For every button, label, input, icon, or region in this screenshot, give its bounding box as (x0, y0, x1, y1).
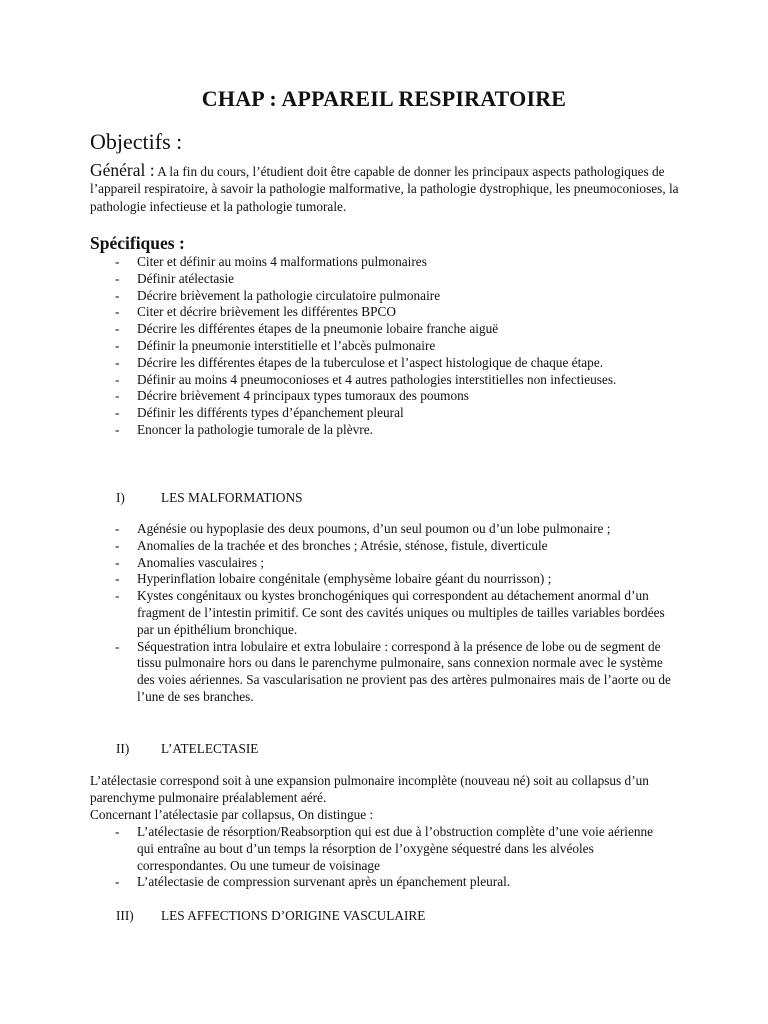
list-item: - Anomalies de la trachée et des bronches ; Atrésie, sténose, fistule, diverticule (90, 538, 680, 555)
list-item: - Définir au moins 4 pneumoconioses et 4 autres pathologies interstitielles non infectieuses. (90, 372, 650, 389)
list-item: - L’atélectasie de compression survenant après un épanchement pleural. (90, 874, 670, 891)
section-title: LES AFFECTIONS D’ORIGINE VASCULAIRE (161, 908, 426, 923)
specifiques-heading: Spécifiques : (90, 233, 185, 253)
list-item: - Citer et définir au moins 4 malformations pulmonaires (90, 254, 650, 271)
general-objective (90, 162, 690, 215)
list-item: - Décrire brièvement 4 principaux types tumoraux des poumons (90, 388, 650, 405)
general-label: Général : (90, 160, 155, 180)
list-item: - Définir la pneumonie interstitielle et l’abcès pulmonaire (90, 338, 650, 355)
section-title: LES MALFORMATIONS (161, 490, 303, 505)
atelectasie-intro-2: Concernant l’atélectasie par collapsus, On distingue : (90, 807, 374, 822)
list-item: - Définir les différents types d’épanchement pleural (90, 405, 650, 422)
objectifs-heading: Objectifs : (90, 129, 183, 154)
list-item: - Agénésie ou hypoplasie des deux poumons, d’un seul poumon ou d’un lobe pulmonaire ; (90, 521, 680, 538)
page-title: CHAP : APPAREIL RESPIRATOIRE (201, 86, 567, 111)
section-title: L’ATELECTASIE (161, 741, 259, 756)
general-text: A la fin du cours, l’étudient doit être capable de donner les principaux aspects pathologiques de l’appareil respiratoire, à savoir la pathologie malformative, la pathologie dystrophique, les pneumoconioses, la pathologie infectieuse et la pathologie tumorale. (90, 164, 679, 214)
list-item: - Anomalies vasculaires ; (90, 555, 680, 572)
malformations-list (90, 521, 680, 706)
section-heading-vasculaire (116, 907, 425, 924)
list-item: - Enoncer la pathologie tumorale de la plèvre. (90, 422, 650, 439)
list-item: - L’atélectasie de résorption/Reabsorption qui est due à l’obstruction complète d’une voie aérienne qui entraîne au bout d’un temps la résorption de l’oxygène séquestré dans les alvéoles correspondantes. Ou une tumeur de voisinage (90, 824, 670, 874)
section-heading-atelectasie (116, 740, 258, 757)
section-number: II) (116, 741, 130, 756)
section-heading-malformations (116, 489, 302, 506)
list-item: - Hyperinflation lobaire congénitale (emphysème lobaire géant du nourrisson) ; (90, 571, 680, 588)
list-item: - Séquestration intra lobulaire et extra lobulaire : correspond à la présence de lobe ou de segment de tissu pulmonaire hors ou dans le parenchyme pulmonaire, sans connexion normale avec le système des voies aériennes. Sa vascularisation ne provient pas des artères pulmonaires mais de l’aorte ou de l’une de ses branches. (90, 639, 680, 706)
specific-objectives-list (90, 254, 650, 439)
list-item: - Décrire les différentes étapes de la pneumonie lobaire franche aiguë (90, 321, 650, 338)
list-item: - Décrire brièvement la pathologie circulatoire pulmonaire (90, 288, 650, 305)
section-number: III) (116, 908, 134, 923)
section-number: I) (116, 490, 125, 505)
list-item: - Kystes congénitaux ou kystes bronchogéniques qui correspondent au détachement anormal d’un fragment de l’intestin primitif. Ce sont des cavités uniques ou multiples de tailles variables bordées par un épithélium bronchique. (90, 588, 680, 638)
list-item: - Définir atélectasie (90, 271, 650, 288)
list-item: - Décrire les différentes étapes de la tuberculose et l’aspect histologique de chaque étape. (90, 355, 650, 372)
atelectasie-intro: L’atélectasie correspond soit à une expansion pulmonaire incomplète (nouveau né) soit au collapsus d’un parenchyme pulmonaire préalablement aéré. (90, 773, 649, 805)
list-item: - Citer et décrire brièvement les différentes BPCO (90, 304, 650, 321)
atelectasie-list (90, 824, 670, 891)
